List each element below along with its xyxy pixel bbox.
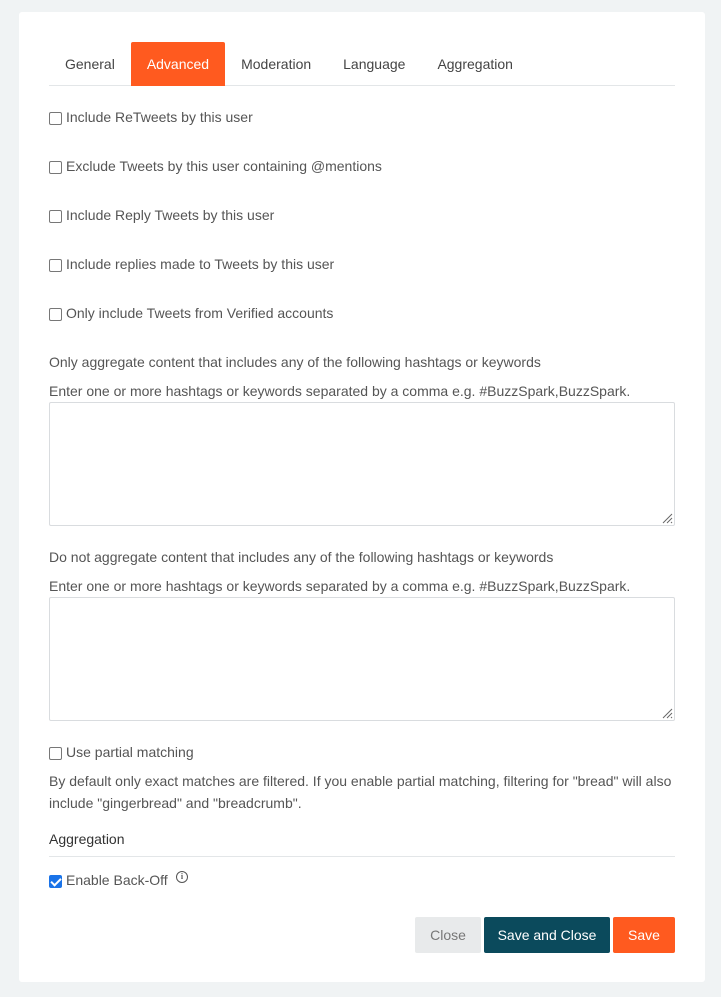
tab-bar [49,42,675,86]
include-filter-wrapper [49,402,675,526]
settings-panel [19,12,705,982]
tab-general[interactable]: General [65,56,115,72]
include-replies-made-option[interactable] [49,254,334,274]
tab-aggregation[interactable]: Aggregation [437,56,513,72]
aggregation-section-title: Aggregation [49,831,675,857]
save-and-close-button[interactable]: Save and Close [484,917,610,953]
include-replies-made-checkbox[interactable] [49,259,62,272]
enable-backoff-label: Enable Back-Off [66,872,168,888]
exclude-filter-wrapper [49,597,675,721]
include-reply-label: Include Reply Tweets by this user [66,207,275,223]
partial-matching-checkbox[interactable] [49,747,62,760]
include-reply-option[interactable] [49,205,274,225]
tab-moderation[interactable]: Moderation [241,56,312,72]
partial-matching-description-line1: By default only exact matches are filtered. If you enable partial matching, filtering for "bread" will also [49,773,672,789]
enable-backoff-option[interactable] [49,870,168,890]
include-filter-hint: Enter one or more hashtags or keywords separated by a comma e.g. #BuzzSpark,BuzzSpark. [49,383,631,399]
include-filter-label: Only aggregate content that includes any of the following hashtags or keywords [49,354,541,370]
include-reply-checkbox[interactable] [49,210,62,223]
exclude-mentions-checkbox[interactable] [49,161,62,174]
verified-only-checkbox[interactable] [49,308,62,321]
enable-backoff-checkbox[interactable] [49,875,62,888]
resize-grip-icon[interactable] [661,512,673,524]
partial-matching-option[interactable] [49,742,194,762]
include-filter-textarea[interactable] [49,402,675,526]
include-replies-made-label: Include replies made to Tweets by this user [66,256,335,272]
tab-language[interactable]: Language [343,56,406,72]
verified-only-option[interactable] [49,303,333,323]
partial-matching-label: Use partial matching [66,744,194,760]
exclude-filter-label: Do not aggregate content that includes any of the following hashtags or keywords [49,549,554,565]
tab-advanced[interactable]: Advanced [131,42,225,86]
include-retweets-option[interactable] [49,107,253,127]
resize-grip-icon[interactable] [661,707,673,719]
exclude-filter-textarea[interactable] [49,597,675,721]
include-retweets-checkbox[interactable] [49,112,62,125]
include-retweets-label: Include ReTweets by this user [66,109,253,125]
exclude-filter-hint: Enter one or more hashtags or keywords separated by a comma e.g. #BuzzSpark,BuzzSpark. [49,578,631,594]
partial-matching-description-line2: include "gingerbread" and "breadcrumb". [49,795,302,811]
verified-only-label: Only include Tweets from Verified accounts [66,305,334,321]
close-button[interactable]: Close [415,917,481,953]
info-icon[interactable]: i [176,871,188,883]
save-button[interactable]: Save [613,917,675,953]
exclude-mentions-option[interactable] [49,156,382,176]
exclude-mentions-label: Exclude Tweets by this user containing @mentions [66,158,382,174]
